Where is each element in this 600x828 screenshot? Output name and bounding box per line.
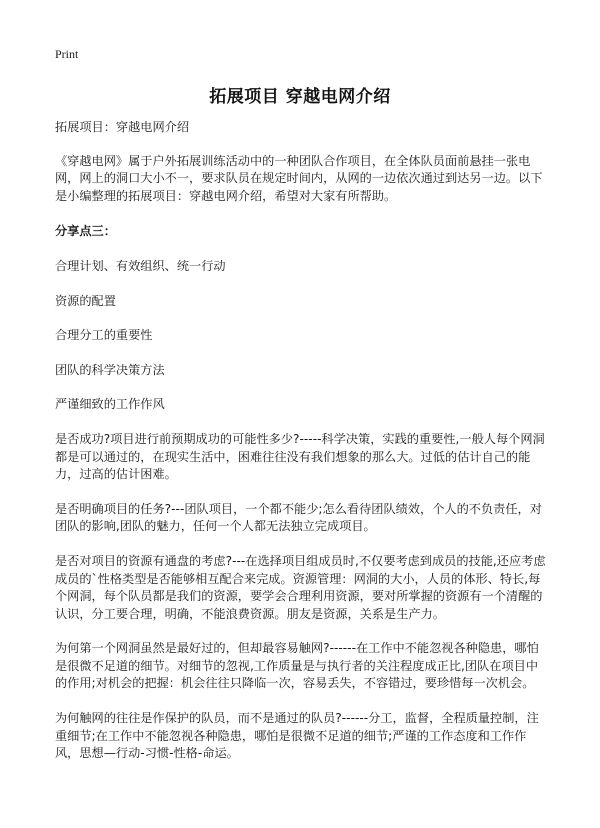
document-title: 拓展项目 穿越电网介绍	[209, 87, 391, 107]
share-point: 资源的配置	[55, 293, 116, 308]
body-paragraph: 为何第一个网洞虽然是最好过的，但却最容易触网?------在工作中不能忽视各种隐患，哪怕是很微不足道的细节。对细节的忽视,工作质量是与执行者的关注程度成正比,团队在项目中的作用;对机会的把握：机会往往只降临一次，容易丢失，不容错过，要珍惜每一次机会。	[55, 641, 539, 691]
section-heading: 分享点三：	[55, 224, 116, 239]
body-paragraph: 是否成功?项目进行前预期成功的可能性多少?-----科学决策，实践的重要性,一般人每个网洞都是可以通过的，在现实生活中，困难往往没有我们想象的那么大。过低的估计自己的能力，过高的估计困难。	[55, 431, 545, 482]
share-point: 合理分工的重要性	[55, 328, 153, 343]
body-paragraph: 是否对项目的资源有通盘的考虑?---在选择项目组成员时,不仅要考虑到成员的技能,还应考虑成员的`性格类型是否能够相互配合来完成。资源管理：网洞的大小，人员的体形、特长,每个网洞，每个队员都是我们的资源，要学会合理利用资源，要对所掌握的资源有一个清醒的认识，分工要合理，明确，不能浪费资源。朋友是资源，关系是生产力。	[55, 553, 546, 621]
document-subtitle: 拓展项目：穿越电网介绍	[55, 120, 190, 134]
document-body	[55, 119, 550, 780]
share-point: 严谨细致的工作作风	[55, 397, 165, 412]
intro-paragraph: 《穿越电网》属于户外拓展训练活动中的一种团队合作项目，在全体队员面前悬挂一张电网，网上的洞口大小不一，要求队员在规定时间内，从网的一边依次通过到达另一边。以下是小编整理的拓展项目：穿越电网介绍，希望对大家有所帮助。	[55, 153, 543, 203]
share-point: 合理计划、有效组织、统一行动	[55, 258, 226, 273]
body-paragraph: 是否明确项目的任务?---团队项目，一个都不能少;怎么看待团队绩效，个人的不负责任，对团队的影响,团队的魅力，任何一个人都无法独立完成项目。	[55, 501, 542, 534]
share-point: 团队的科学决策方法	[55, 362, 165, 377]
print-label: Print	[55, 47, 79, 61]
body-paragraph: 为何触网的往往是作保护的队员，而不是通过的队员?------分工，监督，全程质量控制，注重细节;在工作中不能忽视各种隐患，哪怕是很微不足道的细节;严谨的工作态度和工作作风，思想—行动-习惯-性格-命运。	[55, 711, 539, 761]
